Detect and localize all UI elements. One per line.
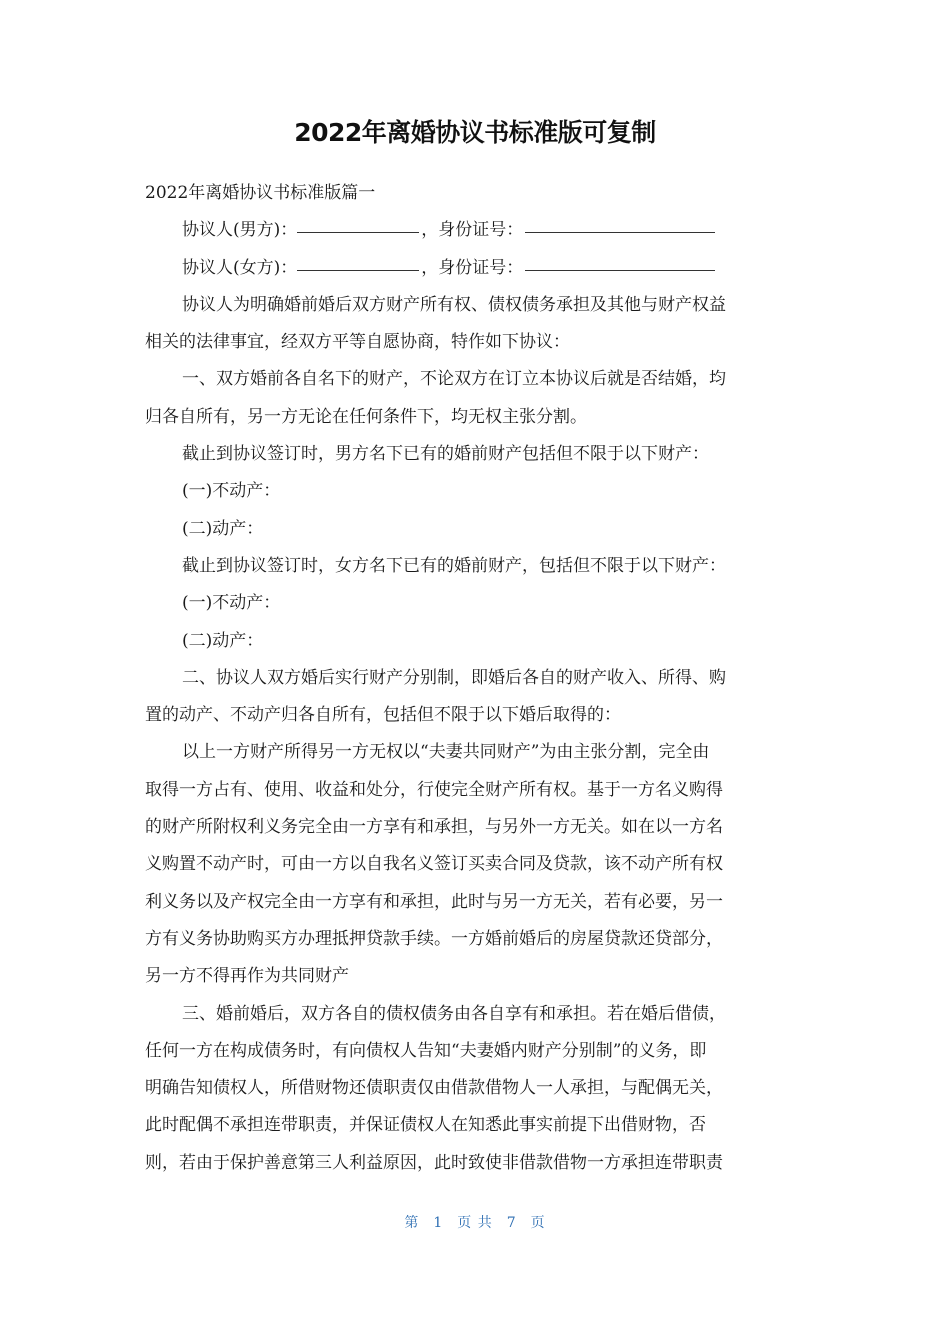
text-line: 方有义务协助购买方办理抵押贷款手续。一方婚前婚后的房屋贷款还贷部分， bbox=[145, 928, 723, 949]
party-label: 协议人(男方)： bbox=[182, 220, 298, 241]
footer-middle: 页 共 bbox=[457, 1215, 493, 1231]
party-line-female bbox=[145, 250, 805, 287]
page-footer bbox=[0, 1212, 950, 1232]
text-line: 一、双方婚前各自名下的财产，不论双方在订立本协议后就是否结婚，均 bbox=[182, 369, 726, 390]
footer-prefix: 第 bbox=[404, 1215, 420, 1231]
party-label: 协议人(女方)： bbox=[182, 257, 298, 278]
total-pages-number: 7 bbox=[506, 1215, 517, 1231]
text-line: 截止到协议签订时，男方名下已有的婚前财产包括但不限于以下财产： bbox=[182, 444, 709, 465]
text-line: 协议人为明确婚前婚后双方财产所有权、债权债务承担及其他与财产权益 bbox=[182, 294, 726, 315]
text-line: 二、协议人双方婚后实行财产分别制，即婚后各自的财产收入、所得、购 bbox=[182, 667, 726, 688]
current-page-number: 1 bbox=[433, 1215, 444, 1231]
id-blank bbox=[525, 214, 715, 233]
text-line: 则，若由于保护善意第三人利益原因，此时致使非借款借物一方承担连带职责 bbox=[145, 1152, 723, 1173]
text-line: (一)不动产： bbox=[182, 481, 281, 502]
id-blank bbox=[525, 252, 715, 271]
text-line: 取得一方占有、使用、收益和处分，行使完全财产所有权。基于一方名义购得 bbox=[145, 779, 723, 800]
text-line: 此时配偶不承担连带职责，并保证债权人在知悉此事实前提下出借财物，否 bbox=[145, 1115, 706, 1136]
name-blank bbox=[297, 214, 419, 233]
text-line: (一)不动产： bbox=[182, 593, 281, 614]
name-blank bbox=[297, 252, 419, 271]
text-line: (二)动产： bbox=[182, 518, 264, 539]
document-body bbox=[145, 175, 805, 1182]
text-line: 相关的法律事宜，经双方平等自愿协商，特作如下协议： bbox=[145, 332, 570, 353]
id-label: ，身份证号： bbox=[421, 220, 524, 241]
party-line-male bbox=[145, 212, 805, 249]
text-line: 任何一方在构成债务时，有向债权人告知“夫妻婚内财产分别制”的义务，即 bbox=[145, 1040, 707, 1061]
text-line: 三、婚前婚后，双方各自的债权债务由各自享有和承担。若在婚后借债， bbox=[182, 1003, 726, 1024]
text-line: (二)动产： bbox=[182, 630, 264, 651]
text-line: 义购置不动产时，可由一方以自我名义签订买卖合同及贷款，该不动产所有权 bbox=[145, 854, 723, 875]
text-line: 以上一方财产所得另一方无权以“夫妻共同财产”为由主张分割，完全由 bbox=[182, 742, 710, 763]
text-line: 置的动产、不动产归各自所有，包括但不限于以下婚后取得的： bbox=[145, 705, 621, 726]
text-line: 归各自所有，另一方无论在任何条件下，均无权主张分割。 bbox=[145, 406, 587, 427]
text-line: 的财产所附权利义务完全由一方享有和承担，与另外一方无关。如在以一方名 bbox=[145, 817, 723, 838]
section-heading: 2022年离婚协议书标准版篇一 bbox=[145, 183, 376, 203]
text-line: 明确告知债权人，所借财物还债职责仅由借款借物人一人承担，与配偶无关， bbox=[145, 1078, 723, 1099]
text-line: 利义务以及产权完全由一方享有和承担，此时与另一方无关，若有必要，另一 bbox=[145, 891, 723, 912]
text-line: 另一方不得再作为共同财产 bbox=[145, 966, 349, 987]
footer-suffix: 页 bbox=[530, 1215, 546, 1231]
document-title: 2022年离婚协议书标准版可复制 bbox=[294, 118, 656, 147]
text-line: 截止到协议签订时，女方名下已有的婚前财产，包括但不限于以下财产： bbox=[182, 555, 726, 576]
id-label: ，身份证号： bbox=[421, 257, 524, 278]
